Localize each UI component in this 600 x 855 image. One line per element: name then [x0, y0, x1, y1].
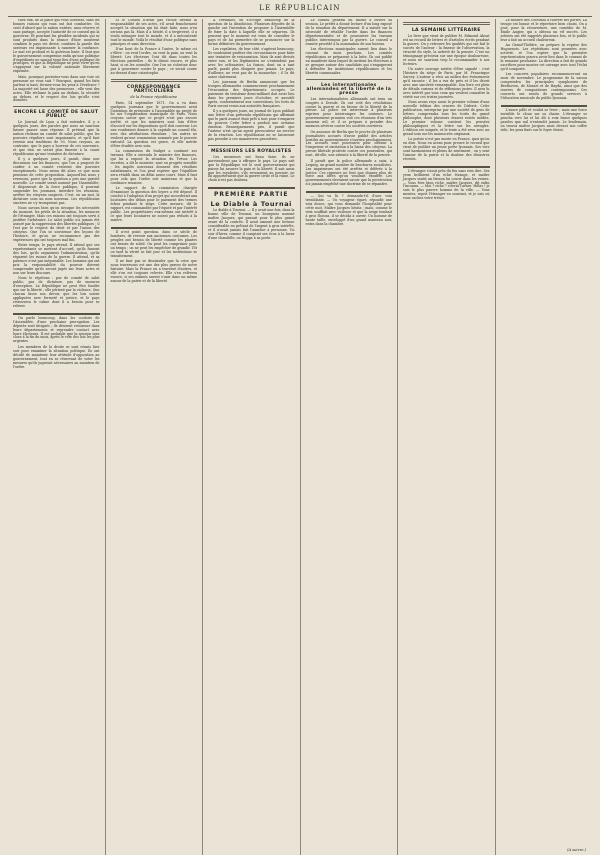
section-title-italiens: Les internationales allemandes et la liberté de la presse	[306, 82, 392, 96]
paragraph: Au Grand-Théâtre, on prépare la reprise des Huguenots. Les répétitions sont poussées avec activité, et l'on espère que la première représentation pourra avoir lieu dans le courant de la semaine prochaine. La direction a fait de grands sacrifices pour monter cet ouvrage avec tout l'éclat qu'il comporte.	[500, 43, 587, 71]
column-grid	[8, 19, 592, 855]
paragraph: La commission du budget a continué ses travaux. Elle a entendu le ministre des finances, qui lui a exposé la situation du Trésor. Les recettes, a dit le ministre, sont en progrès sensible ; les impôts nouveaux donnent des résultats satisfaisants, et l'on peut espérer que l'équilibre sera rétabli dans un délai assez court. Mais il faut pour cela que l'ordre soit maintenu et que la confiance renaisse.	[110, 149, 197, 186]
paragraph: L'avare pâlit et voulut se lever ; mais une force invisible le cloua sur sa chaise. L'étranger se pencha vers lui et lui dit à voix basse quelques paroles que nul n'entendit jamais. Le lendemain, on trouva maître Jacques assis devant son coffre vide, les yeux fixés sur le foyer éteint.	[500, 107, 587, 132]
paragraph: Le Journal de Lyon a fait entendre, il y a quelques jours, des paroles que nous ne saurions laisser passer sans réponse. Il prétend que la nation réclame un comité de salut public, que les pouvoirs réguliers sont impuissants, et qu'il faut revenir aux traditions de 93. Nous croyons, au contraire, que le pays a horreur de ces souvenirs, et que rien ne serait plus funeste à la cause républicaine qu'une tentative de dictature.	[13, 120, 100, 156]
divider	[403, 22, 490, 25]
feuilleton-band	[501, 105, 588, 133]
paragraph: Nous savons bien qu'on invoque les nécessités du moment, les périls de la situation, les menaces de l'étranger. Mais ces raisons ont toujours servi à justifier l'arbitraire. Le salut public n'a jamais été assuré par la suppression des libertés publiques ; il l'est par le respect du droit et par l'union des citoyens. Que l'on se souvienne des leçons de l'histoire, et qu'on ne recommence pas des expériences qui ont toujours mal fini.	[13, 206, 100, 242]
paragraph: — Qui va là ? demanda-t-il d'une voix tremblante. — Un voyageur égaré, répondit une voix douce, qui vous demande l'hospitalité pour cette nuit. Maître Jacques hésita ; mais, comme le vent soufflait avec violence et que la neige tombait à gros flocons, il se décida à ouvrir. Un homme de haute taille, enveloppé d'un grand manteau noir, entra dans la chambre.	[305, 194, 392, 227]
paragraph: Un autre ouvrage mérite d'être signalé : c'est l'histoire du siège de Paris, par M. Francisque Sarcey. L'auteur a vécu au milieu des événements qu'il raconte ; il les a vus de près et il les décrit avec une sincérité remarquable. Son livre est plein de détails curieux et de réflexions justes. Il sera lu avec intérêt par tous ceux qui veulent connaître la vérité sur ces tristes journées.	[403, 66, 490, 99]
section-title-tournoi: Le Diable à Tournai	[210, 200, 293, 209]
divider	[111, 79, 198, 82]
paragraph: Les journaux de Berlin annoncent que les troupes allemandes commenceront prochainement l'évacuation des départements occupés. Le paiement du troisième demi-milliard doit avoir lieu dans les premiers jours d'octobre, et aussitôt après, conformément aux conventions, les forts de Paris seront remis aux autorités françaises.	[208, 80, 295, 108]
divider	[208, 145, 295, 146]
paragraph: Ces messieurs ont beau faire, ils ne parviendront pas à effrayer le pays. Le pays sait que la République est le seul gouvernement qui puisse lui assurer la paix et la liberté. Il sait aussi que les royalistes, s'ils revenaient au pouvoir, ne lui apporteraient que la guerre civile et la ruine. Le choix n'est pas douteux.	[208, 154, 295, 183]
continued-note: (A suivre.)	[567, 848, 586, 853]
paragraph: Les membres de la droite se sont réunis hier soir pour examiner la situation politique. Ils ont décidé de maintenir leur attitude d'opposition au gouvernement, tout en se réservant de voter les mesures qu'ils jugeront nécessaires au maintien de l'ordre.	[13, 344, 100, 369]
feuilleton-band	[403, 166, 490, 202]
section-title-semaine: LA SEMAINE LITTÉRAIRE	[411, 28, 481, 33]
section-title-royalistes: MESSIEURS LES ROYALISTES	[210, 148, 292, 154]
feuilleton-band	[13, 313, 100, 370]
column-1	[8, 19, 106, 855]
section-title-premiere: PREMIÈRE PARTIE	[214, 191, 289, 199]
paragraph: Il n'est point question, dans ce siècle de lumières, de revenir aux anciennes coutumes. Les peuples ont besoin de liberté comme les plantes ont besoin de soleil. On peut les comprimer pour un temps ; on ne peut les empêcher de grandir. Tôt ou tard la vérité se fait jour et les institutions se transforment.	[110, 229, 197, 258]
paragraph: Les concerts populaires recommenceront au mois de novembre. Le programme de la saison comprendra les principales symphonies de Beethoven, de Mozart et de Haydn, ainsi que des œuvres de compositeurs contemporains. Ces concerts ont rendu de grands services à l'éducation musicale du public lyonnais.	[500, 72, 587, 100]
column-5	[398, 19, 496, 855]
paragraph: On annonce de Berlin que le procès de plusieurs journalistes accusés d'avoir publié des articles hostiles au gouvernement s'ouvrira prochainement. Les accusés sont poursuivis pour offense à l'empereur et excitation à la haine des citoyens. La presse libérale proteste contre ces poursuites, qui sont, dit-elle, une atteinte à la liberté de la pensée.	[305, 129, 392, 158]
paragraph: Le livre que vient de publier M. Edmond About est un recueil de lettres et d'articles écrits pendant la guerre. On y retrouve les qualités qui ont fait le succès de l'auteur : la finesse de l'observation, la vivacité du style, la netteté de la pensée. C'est un témoignage précieux sur une époque douloureuse, et nous ne saurions trop le recommander à nos lecteurs.	[403, 33, 490, 66]
paragraph: Le théâtre des Célestins a rouvert ses portes. La troupe est bonne et le répertoire bien choisi. On a joué, pour la réouverture, une comédie de M. Émile Augier, qui a obtenu un vif succès. Les artistes ont été rappelés plusieurs fois, et le public leur a fait un accueil chaleureux.	[500, 19, 587, 42]
paragraph: Il ne faut pas se dissimuler que la crise que nous traversons est une des plus graves de notre histoire. Mais la France en a traversé d'autres, et elle s'en est toujours relevée. Elle s'en relèvera encore, si ses enfants savent s'unir dans un même amour de la patrie et de la liberté.	[110, 259, 197, 283]
paragraph: Les élections municipales auront lieu dans le courant du mois prochain. Les comités républicains se préparent à la lutte. Ils ont publié un manifeste dans lequel ils invitent les électeurs à se grouper autour des candidats qui s'engageront à défendre les institutions républicaines et les libertés communales.	[305, 47, 392, 75]
feuilleton-band	[306, 191, 393, 227]
column-6	[496, 19, 593, 855]
paragraph: Il paraît que la police allemande a saisi, à Leipzig, un grand nombre de brochures socialistes. Les imprimeurs ont été arrêtés et déférés à la justice. Ces rigueurs ne font que donner plus de force aux idées qu'on voudrait étouffer. Les gouvernements devraient savoir que la persécution n'a jamais empêché une doctrine de se répandre.	[305, 158, 392, 187]
column-3	[203, 19, 301, 855]
paragraph: Si le Conseil n'avait pas reculé devant la responsabilité de ses actes, s'il avait franchement accepté la situation qui lui était faite, nous n'en serions pas là. Mais il a hésité, il a tergiversé, il a voulu ménager tout le monde, et il a mécontenté tout le monde. Voilà le résultat d'une politique sans principes et sans direction.	[110, 19, 197, 46]
paragraph: Entre temps, le pays attend. Il attend que ses représentants se mettent d'accord, qu'ils fassent des lois, qu'ils organisent l'administration, qu'ils réparent les ruines de la guerre. Il attend, et sa patience n'est pas inépuisable. Les hommes qui ont pris la responsabilité du pouvoir doivent comprendre qu'ils seront jugés sur leurs actes et non sur leurs discours.	[13, 243, 100, 275]
paragraph: Les royalistes, de leur côté, s'agitent beaucoup. Ils voudraient profiter des circonstances pour faire une tentative de restauration. Mais ils sont divisés entre eux, et les légitimistes ne s'entendent pas avec les orléanistes. La fusion, dont on a tant parlé, paraît plus éloignée que jamais. Le pays, d'ailleurs, ne veut pas de la monarchie ; il l'a dit assez clairement.	[208, 47, 295, 79]
paragraph: chez eux, de la place qui vous convient, sans les bonnes raisons qui vous ont fait combattre. On croit d'abord que la nation entière, sans réserve et sans partage, accepte l'autorité de ce conseil qui la gouverne. Et pourtant les pénibles incidents qui se sont produits dans la séance d'hier montrent combien le pays est divisé, combien la parole des orateurs est impuissante à ramener la confiance. Le mal est profond et la guérison lente. Il faut que le gouvernement comprenne enfin qu'une politique d'expédients ne saurait tenir lieu d'une politique de principes, et que la République ne peut vivre qu'en s'appuyant sur la volonté nationale librement exprimée.	[13, 19, 100, 74]
column-4	[301, 19, 399, 855]
paragraph: Il y a quelques jours, il paraît, dans une discussion sur les finances, que l'on a proposé de confier à un comité restreint des pouvoirs exceptionnels. Nous avons dit alors ce que nous pensions de cette proposition. Aujourd'hui nous y revenons, parce que la question a pris une gravité nouvelle. Le comité serait nommé par l'Assemblée, il disposerait de la force publique, il pourrait suspendre les journaux, interdire les réunions, arrêter les citoyens suspects. C'est, en un mot, la dictature sous un nom nouveau. Les républicains sincères ne s'y tromperont pas.	[13, 157, 100, 205]
paragraph: Nous avons reçu aussi le premier volume d'une nouvelle édition des œuvres de Diderot. Cette publication, entreprise par une société de gens de lettres, comprendra tous les écrits du grand philosophe, dont plusieurs étaient restés inédits. Le premier volume contient les pensées philosophiques et la lettre sur les aveugles. L'édition est soignée, et le texte a été revu avec un grand soin sur les manuscrits originaux.	[403, 99, 490, 136]
paragraph: D'un bout de la France à l'autre, le même cri s'élève : on veut l'ordre, on veut la paix, on veut la liberté. Les électeurs l'ont dit dans toutes les élections partielles ; ils le diront encore, et plus haut, si on les consulte. Que l'on ne s'obstine donc pas à gouverner contre le pays ; ce serait courir au-devant d'une catastrophe.	[110, 47, 197, 75]
section-subtitle: de la France républicaine	[130, 94, 178, 99]
masthead-title: LE RÉPUBLICAIN	[259, 4, 341, 12]
paragraph: Nous le répétons : pas de comité de salut public, pas de dictature, pas de mesures d'exception. La République ne peut être fondée que sur la liberté ; elle périrait par la violence. Que chacun fasse son devoir, que les lois soient appliquées avec fermeté et justice, et le pays retrouvera le calme dont il a besoin pour se relever.	[13, 276, 100, 308]
masthead	[8, 0, 592, 17]
paragraph: On parle beaucoup, dans les couloirs de l'Assemblée, d'une prochaine prorogation. Les députés sont fatigués ; ils désirent retourner dans leurs départements et reprendre contact avec leurs électeurs. Il est probable que la session sera close à la fin du mois, après le vote des lois les plus urgentes.	[13, 315, 100, 344]
divider	[306, 79, 393, 80]
paragraph: Le conseil général du Rhône a ouvert sa session. Le préfet a donné lecture d'un long exposé de la situation du département. Il a insisté sur la nécessité de rétablir l'ordre dans les finances départementales et de poursuivre les travaux publics interrompus par la guerre. Le conseil a ensuite procédé à la nomination de son bureau.	[305, 19, 392, 46]
paragraph: Il y a quelques jours, un journal de Lyon publiait une lettre d'un prétendu républicain qui affirmait que le parti avancé était prêt à tout pour s'emparer du pouvoir. Cette lettre a produit une certaine émotion. Renseignements pris, il paraît que l'auteur n'est qu'un agent provocateur au service de la réaction. Les républicains ne se laisseront pas prendre à ces manœuvres grossières.	[208, 109, 295, 141]
section-title-comite: ENCORE LE COMITÉ DE SALUT PUBLIC	[14, 110, 99, 120]
column-2	[106, 19, 204, 855]
divider	[13, 106, 100, 107]
feuilleton-band	[111, 227, 198, 284]
paragraph: Le rapport de la commission chargée d'examiner la question des loyers a été déposé. Il conclut à l'adoption d'un projet qui accorderait aux locataires des délais pour le paiement des termes échus pendant le siège. Cette mesure, dit le rapport, est commandée par l'équité et par l'intérêt public. Les propriétaires eux-mêmes ont intérêt à ce que leurs locataires ne soient pas réduits à la misère.	[110, 186, 198, 223]
paragraph: Le diable à Tournai. — Il y avait une fois, dans la bonne ville de Tournai, un bourgeois nommé maître Jacques, qui passait pour le plus grand avare de la contrée. Il avait amassé une fortune considérable en prêtant de l'argent à gros intérêts, et il n'avait jamais fait l'aumône à personne. Un soir d'hiver, comme il comptait ses écus à la lueur d'une chandelle, on frappa à sa porte.	[208, 208, 295, 240]
paragraph: Les internationalistes allemands ont tenu un congrès à Dresde. Ils ont voté des résolutions contre la guerre et en faveur de la liberté de la presse. La police est intervenue à plusieurs reprises pour interrompre les orateurs. Le gouvernement prussien voit ces réunions d'un très mauvais œil, et il se prépare à prendre des mesures sévères contre les sociétés ouvrières.	[305, 96, 392, 129]
section-title-correspondance: CORRESPONDANCE PARTICULIÈRE	[126, 84, 181, 94]
paragraph: Mais, pourquoi persistez-vous dans une voie où personne ne vous suit ? Pourquoi, quand les faits parlent si haut, fermez-vous les yeux à l'évidence ? La majorité est lasse des promesses ; elle veut des actes. Elle réclame la paix au dedans, la sécurité au dehors, et le respect des lois qu'elle s'est données.	[13, 74, 100, 103]
paragraph: Paris, 14 septembre 1871. On a vu dans quelques journaux que le gouvernement avait l'intention de présenter à l'Assemblée un projet de loi sur l'organisation municipale de Paris. Nous croyons savoir que ce projet n'est pas encore arrêté, et que les ministres sont loin d'être d'accord sur les dispositions qu'il doit contenir. Les uns voudraient donner à la capitale un conseil élu, avec des attributions étendues ; les autres ne veulent qu'une commission nommée par le pouvoir exécutif. La question est grave, et elle mérite d'être étudiée avec soin.	[110, 100, 197, 149]
feuilleton-band	[208, 187, 295, 241]
paragraph: L'étranger s'assit près du feu sans rien dire. Ses yeux brillaient d'un éclat étrange, et maître Jacques sentit un frisson lui courir dans les veines. — Vous êtes bien riche, maître Jacques, dit enfin l'inconnu. — Moi ? riche ? s'écria l'avare. Hélas ! je suis le plus pauvre homme de la ville. — Vous mentez, reprit l'étranger en souriant, et je sais où vous cachez votre trésor.	[403, 168, 490, 201]
paragraph: La poésie n'est pas morte en France, quoi qu'on en dise. Nous en avons pour preuve le recueil que vient de publier un jeune poète lyonnais. Ses vers sont harmonieux et pleins de sentiment ; on y sent l'amour de la patrie et la douleur des désastres récents.	[403, 136, 490, 161]
paragraph: A Versailles, on s'occupe beaucoup de la question de la dissolution. Plusieurs députés de la gauche ont l'intention de proposer à l'Assemblée de fixer la date à laquelle elle se séparera. Ils pensent que le moment est venu de consulter le pays et de lui permettre de se prononcer sur la forme définitive du gouvernement.	[208, 19, 295, 46]
